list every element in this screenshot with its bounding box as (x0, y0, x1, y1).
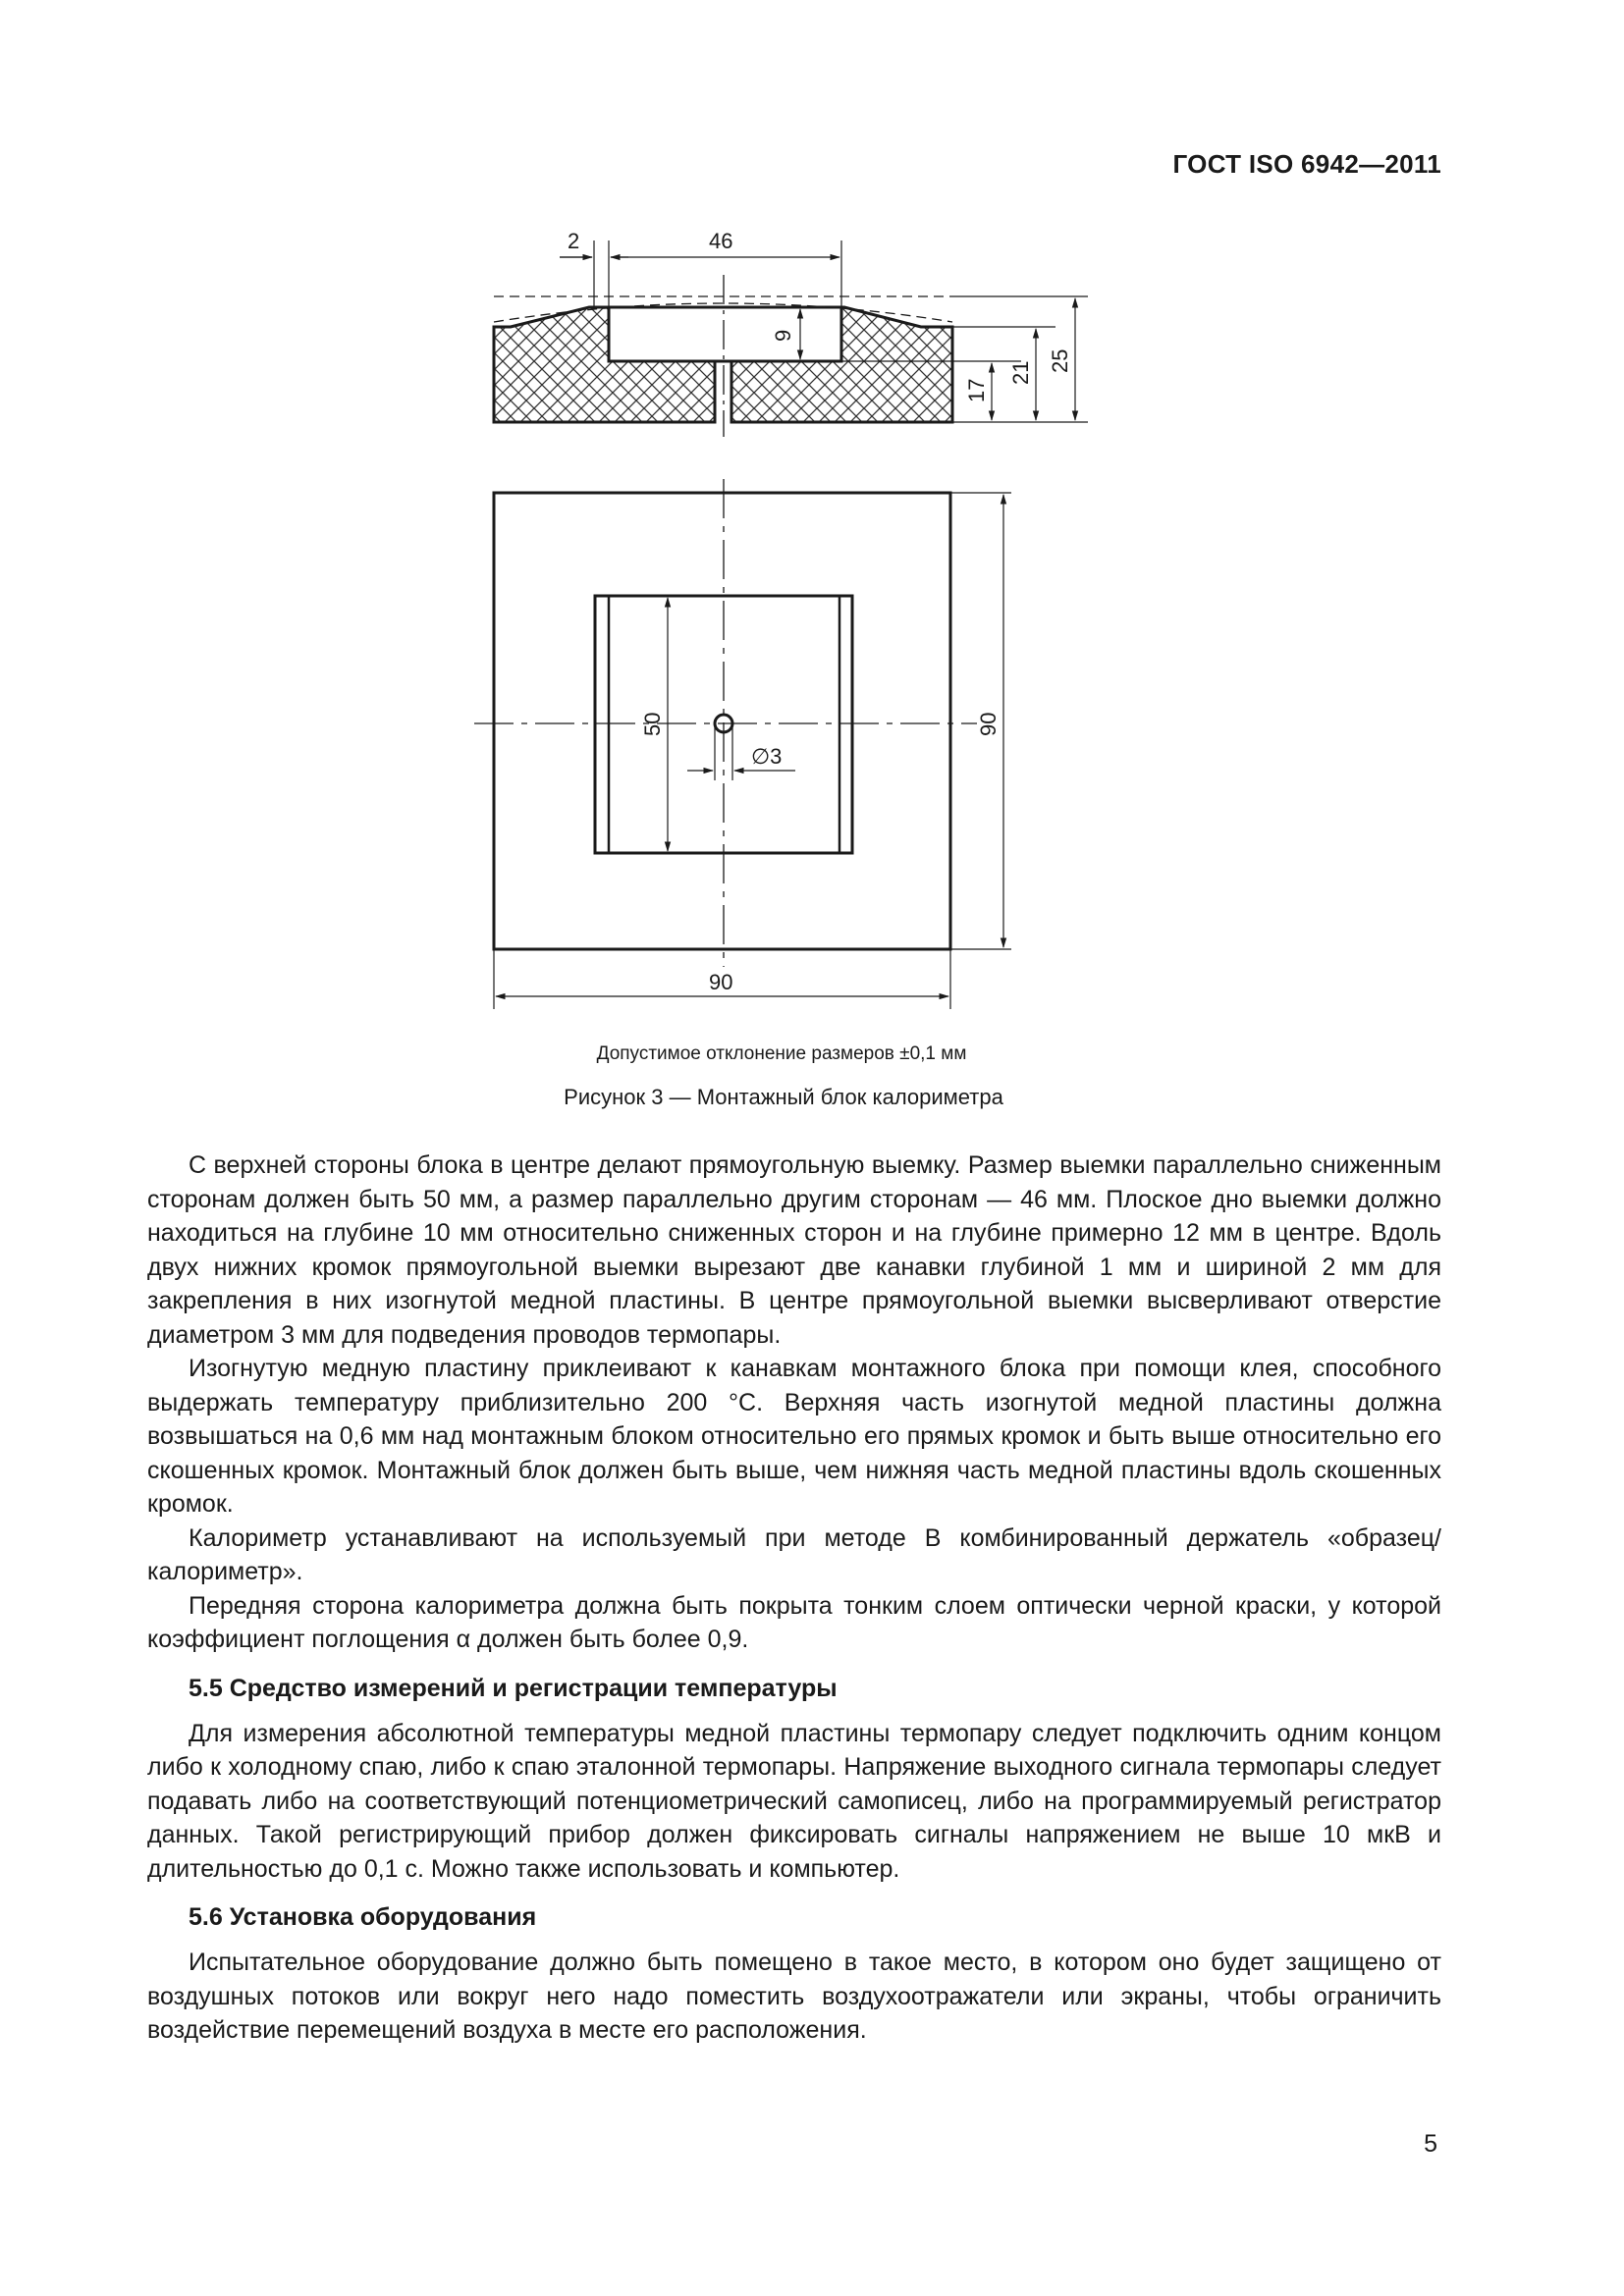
figure-3-drawing (0, 0, 1624, 1060)
paragraph: С верхней стороны блока в центре делают прямоугольную выемку. Размер выемки параллельно сниженным сторонам должен быть 50 мм, а размер параллельно другим сторонам — 46 мм. Плоское дно выемки должно находиться на глубине 10 мм относительно сниженных сторон и на глубине примерно 12 мм в центре. Вдоль двух нижних кромок прямоугольной выемки вырезают две канавки глубиной 1 мм и шириной 2 мм для закрепления в них изогнутой медной пластины. В центре прямоугольной выемки высверливают отверстие диаметром 3 мм для подведения проводов термопары. (147, 1151, 1441, 1349)
dim-90-side-label: 90 (976, 712, 1001, 736)
paragraph: Для измерения абсолютной температуры медной пластины термопару следует подключить одним концом либо к холодному спаю, либо к спаю эталонной термопары. Напряжение выходного сигнала термопары следует подавать либо на соответствующий потенциометрический самописец, либо на программируемый регистратор данных. Такой регистрирующий прибор должен фиксировать сигналы напряжением не выше 10 мкВ и длительностью до 0,1 с. Можно также использовать и компьютер. (147, 1719, 1441, 1883)
dim-2-label: 2 (568, 229, 580, 253)
section-recess (609, 307, 841, 361)
paragraph: Изогнутую медную пластину приклеивают к канавкам монтажного блока при помощи клея, способного выдержать температуру приблизительно 200 °С. Верхняя часть изогнутой медной пластины должна возвышаться на 0,6 мм над монтажным блоком относительно его прямых кромок и быть выше относительно его скошенных кромок. Монтажный блок должен быть выше, чем нижняя часть медной пластины вдоль скошенных кромок. (147, 1355, 1441, 1518)
page-number: 5 (1424, 2130, 1437, 2158)
figure-caption: Рисунок 3 — Монтажный блок калориметра (564, 1085, 1003, 1109)
plan-outer-square (494, 493, 950, 949)
dim-46-label: 46 (709, 229, 733, 253)
paragraph: Испытательное оборудование должно быть помещено в такое место, в котором оно будет защищено от воздушных потоков или вокруг него надо поместить воздухоотражатели или экраны, чтобы ограничить воздействие перемещений воздуха в месте его расположения. (147, 1949, 1441, 2044)
document-header: ГОСТ ISO 6942—2011 (1172, 149, 1441, 179)
body-text (147, 1148, 1441, 2048)
section-heading-5-6: 5.6 Установка оборудования (189, 1903, 537, 1931)
dim-25-label: 25 (1048, 348, 1072, 373)
plan-view (474, 479, 1011, 1009)
dim-9-label: 9 (771, 329, 795, 342)
paragraph: Калориметр устанавливают на используемый при методе В комбинированный держатель «образец/калориметр». (147, 1523, 1441, 1585)
dim-50-label: 50 (640, 712, 665, 736)
section-heading-5-5: 5.5 Средство измерений и регистрации температуры (189, 1674, 838, 1702)
dim-90-bottom-label: 90 (709, 970, 733, 994)
paragraph: Передняя сторона калориметра должна быть покрыта тонким слоем оптически черной краски, у которой коэффициент поглощения α должен быть более 0,9. (147, 1591, 1441, 1653)
figure-tolerance-note: Допустимое отклонение размеров ±0,1 мм (596, 1043, 967, 1064)
dim-17-label: 17 (964, 378, 989, 402)
dim-21-label: 21 (1008, 360, 1033, 385)
hole-diameter-label: ∅3 (751, 744, 783, 769)
